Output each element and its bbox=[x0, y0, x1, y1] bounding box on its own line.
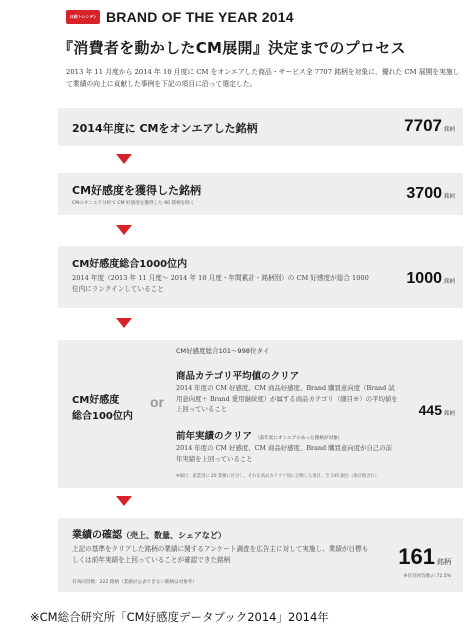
step-3-description: 2014 年度（2013 年 11 月度～ 2014 年 10 月度・年間累計・銘柄別）の CM 好感度が総合 1000 位内にランクインしていること bbox=[72, 274, 369, 293]
criterion-previous-year-heading bbox=[176, 428, 342, 442]
source-citation: ※CM総合研究所「CM好感度データブック2014」2014年 bbox=[30, 610, 329, 624]
response-rate-note: ※有効回答数の 72.5% bbox=[403, 574, 451, 579]
down-arrow-icon bbox=[116, 154, 132, 164]
count-unit: 銘柄 bbox=[443, 411, 455, 417]
step-4-box bbox=[58, 340, 463, 488]
criterion-previous-year-description: 2014 年度の CM 好感度、CM 商品好感度、Brand 購買意向度が自己の前年実績を上回っていること bbox=[176, 444, 393, 463]
down-arrow-icon bbox=[116, 496, 132, 506]
step-4-heading-line2: 総合100位内 bbox=[72, 411, 133, 422]
count-number: 445 bbox=[418, 402, 442, 418]
step-2-subtext: CMのオンエア分析で CM 好感度を獲得した 60 銘柄を除く bbox=[72, 201, 195, 206]
step-5-title: 業績の確認 bbox=[72, 530, 122, 541]
or-label: or bbox=[150, 394, 164, 410]
step-4-count bbox=[419, 402, 455, 418]
step-5-description: 上記の基準をクリアした銘柄の業績に関するアンケート調査を広告主に対して実施し、業績が目標もしくは前年実績を上回っていることが確認できた銘柄 bbox=[72, 545, 369, 564]
step-2-heading: CM好感度を獲得した銘柄 bbox=[72, 184, 202, 197]
step-3-box bbox=[58, 246, 463, 308]
criterion-category-average-heading: 商品カテゴリ平均値のクリア bbox=[176, 371, 300, 382]
step-1-count bbox=[404, 116, 455, 136]
step-5-title-note: （売上、数量、シェアなど） bbox=[122, 531, 226, 540]
step-3-count bbox=[406, 270, 455, 288]
page-title: 『消費者を動かしたCM展開』決定までのプロセス bbox=[58, 39, 406, 57]
step-2-count bbox=[406, 185, 455, 203]
count-unit: 銘柄 bbox=[443, 279, 455, 285]
brand-title: BRAND OF THE YEAR 2014 bbox=[106, 9, 294, 25]
step-5-subtext: 有効回答数：222 銘柄（業績が公表できない銘柄は対象外） bbox=[72, 580, 198, 585]
down-arrow-icon bbox=[116, 318, 132, 328]
criterion-category-average-description: 2014 年度の CM 好感度、CM 商品好感度、Brand 購買意向度（Brand 試用意向度＋ Brand 愛用継続度）が属する商品カテゴリ（細目※）の平均値を上回っていること bbox=[176, 384, 398, 413]
step-2-box bbox=[58, 173, 463, 215]
step-4-heading-line1: CM好感度 bbox=[72, 395, 120, 406]
down-arrow-icon bbox=[116, 225, 132, 235]
header bbox=[66, 9, 294, 25]
category-footnote: ※細目：産業別に 20 業種に区分し、それを商品カテゴリ別に分類した項目。全 145 細目（推計値含む） bbox=[176, 474, 380, 479]
step-5-heading bbox=[72, 526, 226, 541]
step-5-count bbox=[398, 544, 451, 570]
count-unit: 銘柄 bbox=[443, 194, 455, 200]
step-1-box bbox=[58, 108, 463, 146]
step-1-heading: 2014年度に CMをオンエアした銘柄 bbox=[72, 122, 258, 135]
intro-text: 2013 年 11 月度から 2014 年 10 月度に CM をオンエアした商品・サービス全 7707 銘柄を対象に、優れた CM 展開を実施して業績の向上に貢献した事例を下記の項目に沿って選定した。 bbox=[66, 68, 460, 88]
count-number: 7707 bbox=[404, 116, 442, 135]
tie-range-label: CM好感度総合101～998位タイ bbox=[176, 347, 270, 355]
count-number: 1000 bbox=[406, 270, 442, 287]
criterion-previous-year-note: （前年度にオンエアのあった銘柄が対象） bbox=[255, 436, 343, 441]
nikkei-trendy-logo bbox=[66, 10, 100, 24]
count-number: 3700 bbox=[406, 185, 442, 202]
count-unit: 銘柄 bbox=[437, 558, 451, 566]
count-number: 161 bbox=[398, 544, 435, 569]
criterion-previous-year-title: 前年実績のクリア bbox=[176, 431, 253, 442]
count-unit: 銘柄 bbox=[443, 127, 455, 133]
step-5-box bbox=[58, 518, 463, 592]
step-3-heading: CM好感度総合1000位内 bbox=[72, 259, 188, 270]
logo-text: 日経トレンディ bbox=[69, 14, 97, 19]
